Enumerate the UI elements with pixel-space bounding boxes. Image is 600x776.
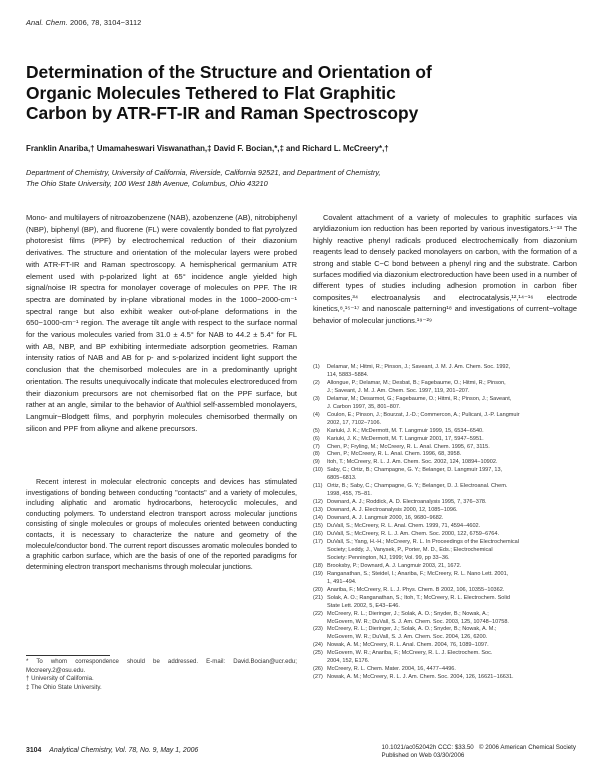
reference-line: DuVall, S.; Yang, H.-H.; McCreery, R. L. In Proceedings of the Electrochemical	[327, 538, 519, 545]
reference-line: J. Carbon 1997, 35, 801−807.	[327, 403, 401, 410]
author-list: Franklin Anariba,† Umamaheswari Viswanathan,‡ David F. Bocian,*,‡ and Richard L. McCreery*,†	[26, 144, 389, 153]
footnote-correspondence: * To whom correspondence should be addressed. E-mail: David.Bocian@ucr.edu; Mccreery.2@osu.edu.	[26, 658, 297, 674]
page-footer-left	[26, 747, 198, 754]
reference-text	[327, 563, 577, 571]
reference-line: Chen, P.; Fryling, M.; McCreery, R. L. Anal. Chem. 1995, 67, 3115.	[327, 443, 490, 450]
page-footer-right	[382, 744, 576, 760]
reference-text	[327, 571, 577, 587]
reference-line: Ranganathan, S.; Steidel, I.; Anariba, F.; McCreery, R. L. Nano Lett. 2001,	[327, 570, 509, 577]
reference-line: McCreery, R. L. Chem. Mater. 2004, 16, 4477−4496.	[327, 666, 456, 673]
reference-number: (24)	[313, 642, 323, 649]
reference-line: Allongue, P.; Delamar, M.; Desbat, B.; Fagebaume, O.; Hitmi, R.; Pinson,	[327, 379, 506, 386]
reference-number: (4)	[313, 411, 320, 418]
reference-line: Society; Leddy, J., Vanysek, P., Porter, M. D., Eds.; Electrochemical	[327, 546, 493, 553]
reference-item	[313, 444, 577, 452]
reference-item	[313, 539, 577, 563]
abstract: Mono- and multilayers of nitroazobenzene (NAB), azobenzene (AB), nitrobiphenyl (NBP), biphenyl (BP), and fluorene (FL) were covalently bonded to flat pyrolyzed photoresist films (PPF) by electrochemical reduction of their diazonium derivatives. The structure and orientation of the molecular layers were probed with ATR-FT-IR and Raman spectroscopy. A hemispherical germanium ATR element used with p-polarized light at 65° incidence angle yielded high signal/noise IR spectra for monolayer coverage of molecules on PPF. The IR spectra are dominated by in-plane vibrational modes in the 1000−2000-cm⁻¹ spectral range but also exhibit weaker out-of-plane deformations in the 650−1000-cm⁻¹ region. The average tilt angle with respect to the surface normal for the various molecules varied from 31.0 ± 4.5° for NAB to 44.2 ± 5.4° for FL with AB, NBP, and BP exhibiting intermediate adsorption geometries. Raman intensity ratios of NAB and AB for p- and s-polarized incident light support the conclusion that the chemisorbed molecules are in a predominantly upright orientation. The results unequivocally indicate that molecules electroreduced from their diazonium precursors are not chemisorbed flat on the PPF surface, but rather at an angle, similar to the behavior of Au/thiol self-assembled monolayers, Langmuir−Blodgett films, and porphyrin molecules chemisorbed thermally on silicon and PPF from alkyne and alkene precursors.	[26, 213, 297, 433]
footnotes	[26, 658, 297, 693]
journal-header	[26, 18, 141, 27]
reference-item	[313, 642, 577, 650]
reference-number: (20)	[313, 586, 323, 593]
reference-number: (26)	[313, 666, 323, 673]
reference-item	[313, 587, 577, 595]
reference-text	[327, 483, 577, 499]
reference-line: Downard, A. J.; Roddick, A. D. Electroanalysis 1995, 7, 376−378.	[327, 499, 487, 506]
reference-number: (13)	[313, 507, 323, 514]
reference-line: Nowak, A. M.; McCreery, R. L. J. Am. Chem. Soc. 2004, 126, 16621−16631.	[327, 674, 514, 681]
reference-number: (22)	[313, 610, 323, 617]
journal-issue: Analytical Chemistry, Vol. 78, No. 9, May 1, 2006	[49, 747, 199, 754]
reference-item	[313, 626, 577, 642]
reference-item	[313, 507, 577, 515]
reference-number: (18)	[313, 562, 323, 569]
introduction-paragraph: Recent interest in molecular electronic concepts and devices has stimulated investigations of bonding between conducting "contacts" and a variety of molecules, including aliphatic and aromatic hydrocarbons, heterocyclic molecules, and conducting polymers. To understand electron transport across molecular junctions consisting of single molecules or groups of molecules oriented between conducting contacts, it is necessary to characterize the nature and geometry of the molecule/conductor bond. The current report discusses aromatic molecules bonded to a graphitic carbon surface, which are the basis of one of the reported paradigms for determining electron transport mechanisms through molecular junctions.	[26, 478, 297, 571]
reference-line: State Lett. 2002, 5, E43−E46.	[327, 602, 400, 609]
reference-item	[313, 563, 577, 571]
reference-text	[327, 396, 577, 412]
reference-line: DuVall, S.; McCreery, R. L. J. Am. Chem. Soc. 2000, 122, 6759−6764.	[327, 531, 499, 538]
reference-item	[313, 666, 577, 674]
article-title	[26, 62, 546, 124]
reference-item	[313, 412, 577, 428]
reference-number: (27)	[313, 674, 323, 681]
body-paragraph: Covalent attachment of a variety of molecules to graphitic surfaces via aryldiazonium ion reduction has been reported by various investigators.¹⁻¹³ The highly reactive phenyl radicals produced electrochemically from diazonium reagents lead to densely packed monolayers on carbon, with the formation of a strong and stable C−C bond between a phenyl ring and the substrate. Carbon surfaces modified via diazonium electroreduction have been used in a number of different types of studies including adhesion promotion in carbon fiber composites,³⁴ electroanalysis and electrocatalysis,¹²,¹⁴⁻¹⁶ electrode kinetics,⁸,¹⁵⁻¹⁷ and nanoscale patterning¹⁸ and investigations of current−voltage behavior of molecular junctions.¹⁹⁻²⁹	[313, 213, 577, 325]
reference-text	[327, 499, 577, 507]
reference-number: (17)	[313, 538, 323, 545]
reference-text	[327, 412, 577, 428]
reference-line: 1, 491−494.	[327, 578, 357, 585]
reference-item	[313, 650, 577, 666]
reference-text	[327, 611, 577, 627]
reference-text	[327, 666, 577, 674]
reference-item	[313, 459, 577, 467]
reference-line: McGovern, W. R.; DuVall, S. J. Am. Chem. Soc. 2004, 126, 6200.	[327, 634, 488, 641]
title-line-1: Determination of the Structure and Orientation of	[26, 62, 432, 82]
affiliation-line-2: The Ohio State University, 100 West 18th Avenue, Columbus, Ohio 43210	[26, 179, 268, 188]
reference-item	[313, 611, 577, 627]
footnote-divider	[26, 655, 110, 656]
footnote-affil-1: † University of California.	[26, 675, 94, 683]
reference-line: Kariuki, J. K.; McDermott, M. T. Langmuir 2001, 17, 5947−5951.	[327, 435, 484, 442]
reference-item	[313, 467, 577, 483]
reference-text	[327, 444, 577, 452]
reference-line: Coulon, E.; Pinson, J.; Bourzat, J.-D.; Commercon, A.; Pulicani, J.-P. Langmuir	[327, 411, 520, 418]
reference-number: (10)	[313, 467, 323, 474]
footnote-affil-2: ‡ The Ohio State University.	[26, 684, 102, 692]
reference-item	[313, 396, 577, 412]
right-column	[313, 212, 577, 326]
reference-line: McGovern, W. R.; DuVall, S. J. Am. Chem. Soc. 2003, 125, 10748−10758.	[327, 618, 509, 625]
reference-line: 2004, 152, E176.	[327, 658, 370, 665]
reference-text	[327, 650, 577, 666]
reference-line: Saby, C.; Ortiz, B.; Champagne, G. Y.; Belanger, D. Langmuir 1997, 13,	[327, 467, 503, 474]
copyright: © 2006 American Chemical Society	[478, 744, 576, 751]
reference-item	[313, 531, 577, 539]
reference-line: Chen, P.; McCreery, R. L. Anal. Chem. 1996, 68, 3958.	[327, 451, 462, 458]
reference-line: Kariuki, J. K.; McDermott, M. T. Langmuir 1999, 15, 6534−6540.	[327, 427, 484, 434]
reference-text	[327, 587, 577, 595]
reference-text	[327, 523, 577, 531]
reference-line: Delamar, M.; Desarmot, G.; Fagebaume, O.; Hitmi, R.; Pinson, J.; Saveant,	[327, 395, 512, 402]
reference-item	[313, 380, 577, 396]
reference-number: (9)	[313, 459, 320, 466]
reference-text	[327, 428, 577, 436]
reference-line: McCreery, R. L.; Dieringer, J.; Solak, A. O.; Snyder, B.; Nowak, A.;	[327, 610, 489, 617]
reference-line: Solak, A. O.; Ranganathan, S.; Itoh, T.; McCreery, R. L. Electrochem. Solid	[327, 594, 510, 601]
reference-text	[327, 674, 577, 682]
doi-line	[382, 744, 576, 752]
affiliation-line-1: Department of Chemistry, University of California, Riverside, California 92521, and Department of Chemistry,	[26, 168, 381, 177]
reference-text	[327, 364, 577, 380]
reference-line: Anariba, F.; McCreery, R. L. J. Phys. Chem. B 2002, 106, 10355−10362.	[327, 586, 505, 593]
journal-volume: 2006, 78, 3104−3112	[69, 18, 142, 27]
reference-text	[327, 531, 577, 539]
reference-number: (19)	[313, 570, 323, 577]
reference-line: J.; Saveant, J. M. J. Am. Chem. Soc. 1997, 119, 201−207.	[327, 387, 470, 394]
reference-item	[313, 523, 577, 531]
reference-text	[327, 451, 577, 459]
reference-item	[313, 499, 577, 507]
reference-text	[327, 459, 577, 467]
reference-number: (2)	[313, 379, 320, 386]
reference-number: (5)	[313, 427, 320, 434]
reference-line: McGovern, W. R.; Anariba, F.; McCreery, R. L. J. Electrochem. Soc.	[327, 650, 493, 657]
reference-line: Downard, A. J. Langmuir 2000, 16, 9680−9682.	[327, 515, 444, 522]
reference-number: (14)	[313, 515, 323, 522]
reference-item	[313, 515, 577, 523]
reference-line: Brooksby, P.; Downard, A. J. Langmuir 2003, 21, 1672.	[327, 562, 462, 569]
reference-item	[313, 451, 577, 459]
title-line-3: Carbon by ATR-FT-IR and Raman Spectroscopy	[26, 103, 419, 123]
reference-line: 1998, 455, 75−81.	[327, 491, 372, 498]
reference-number: (16)	[313, 531, 323, 538]
reference-line: Delamar, M.; Hitmi, R.; Pinson, J.; Saveant, J. M. J. Am. Chem. Soc. 1992,	[327, 364, 511, 370]
reference-number: (21)	[313, 594, 323, 601]
reference-item	[313, 595, 577, 611]
reference-item	[313, 364, 577, 380]
reference-item	[313, 428, 577, 436]
reference-number: (1)	[313, 364, 320, 370]
reference-line: Society: Pennington, NJ, 1999; Vol. 99, pp 33−36.	[327, 554, 450, 561]
reference-number: (12)	[313, 499, 323, 506]
reference-text	[327, 436, 577, 444]
reference-number: (11)	[313, 483, 323, 490]
reference-text	[327, 626, 577, 642]
reference-line: 2002, 17, 7102−7106.	[327, 419, 382, 426]
page-number: 3104	[26, 747, 42, 754]
reference-text	[327, 515, 577, 523]
reference-line: Nowak, A. M.; McCreery, R. L. Anal. Chem. 2004, 76, 1089−1097.	[327, 642, 489, 649]
reference-text	[327, 642, 577, 650]
published-date: Published on Web 03/30/2006	[381, 752, 465, 760]
reference-item	[313, 436, 577, 444]
reference-text	[327, 467, 577, 483]
reference-item	[313, 483, 577, 499]
reference-number: (7)	[313, 443, 320, 450]
reference-number: (8)	[313, 451, 320, 458]
doi: 10.1021/ac052042h CCC: $33.50	[381, 744, 474, 751]
reference-text	[327, 380, 577, 396]
reference-line: 114, 5883−5884.	[327, 371, 369, 378]
reference-line: DuVall, S.; McCreery, R. L. Anal. Chem. 1999, 71, 4594−4602.	[327, 523, 481, 530]
reference-line: Ortiz, B.; Saby, C.; Champagne, G. Y.; Belanger, D. J. Electroanal. Chem.	[327, 483, 508, 490]
reference-number: (6)	[313, 435, 320, 442]
reference-number: (15)	[313, 523, 323, 530]
reference-text	[327, 507, 577, 515]
left-column	[26, 212, 297, 434]
reference-item	[313, 571, 577, 587]
title-line-2: Organic Molecules Tethered to Flat Graphitic	[26, 82, 396, 103]
reference-number: (25)	[313, 650, 323, 657]
journal-name: Anal. Chem.	[26, 18, 68, 27]
reference-text	[327, 595, 577, 611]
reference-line: 6805−6813.	[327, 475, 357, 482]
reference-number: (23)	[313, 626, 323, 633]
reference-item	[313, 674, 577, 682]
reference-line: Itoh, T.; McCreery, R. L. J. Am. Chem. Soc. 2002, 124, 10894−10902.	[327, 459, 498, 466]
reference-text	[327, 539, 577, 563]
reference-line: McCreery, R. L.; Dieringer, J.; Solak, A. O.; Snyder, B.; Nowak, A. M.;	[327, 626, 497, 633]
reference-number: (3)	[313, 395, 320, 402]
reference-list	[313, 364, 577, 682]
reference-line: Downard, A. J. Electroanalysis 2000, 12, 1085−1096.	[327, 507, 458, 514]
affiliations	[26, 167, 586, 189]
